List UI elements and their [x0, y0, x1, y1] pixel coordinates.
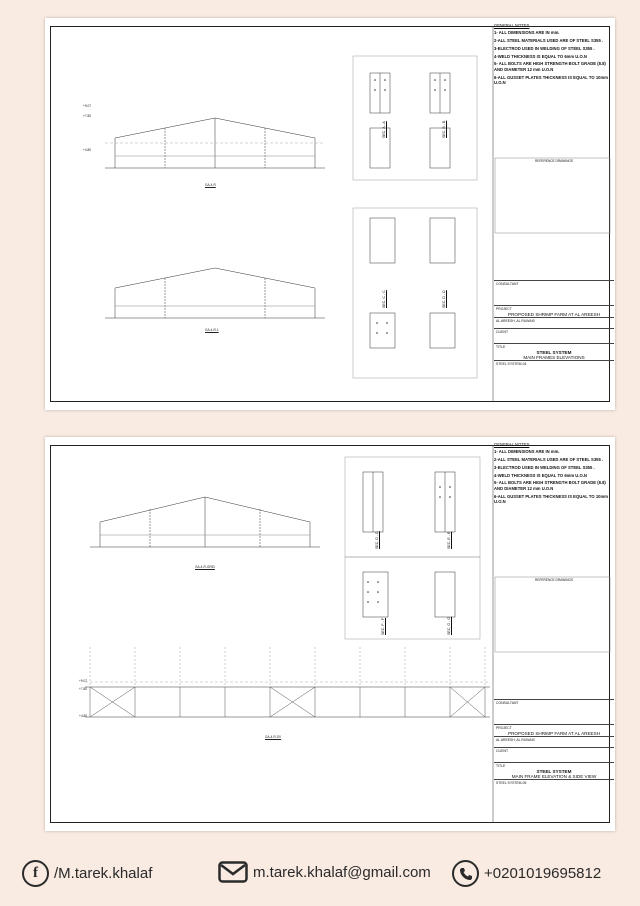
- title-block: [494, 280, 614, 367]
- consultant-label: CONSULTANT: [494, 280, 614, 287]
- note-item: 3-ELECTROD USED IN WELDING OF STEEL S355 .: [494, 45, 595, 51]
- note-item: 5- ALL BOLTS ARE HIGH STRENGTH BOLT GRADE (8.8) AND DIAMETER 12 mm U.O.N: [494, 61, 606, 72]
- drawing-number: STEEL SYSTEM-05: [494, 779, 614, 786]
- section-title: SEC. A - A: [382, 121, 386, 138]
- client-label: CLIENT: [494, 328, 614, 335]
- section-title: SEC. D - D: [442, 290, 446, 308]
- frame-caption: GA-4-R-SV: [265, 735, 282, 739]
- facebook-handle: /M.tarek.khalaf: [54, 865, 153, 882]
- project-label: PROJECT: [494, 305, 614, 312]
- consultant-label: CONSULTANT: [494, 699, 614, 706]
- system-name: STEEL SYSTEM: [536, 769, 572, 774]
- system-name: STEEL SYSTEM: [536, 350, 572, 355]
- elevation-label: +9.07: [79, 679, 88, 683]
- title-label: TITLE: [494, 343, 614, 350]
- note-item: 1- ALL DIMENSIONS ARE IN mm.: [494, 449, 560, 455]
- reference-drawings-label: REFERENCE DRAWINGS: [535, 159, 573, 163]
- drawing-number: STEEL SYSTEM-04: [494, 360, 614, 367]
- drawing-sheet-2: [45, 437, 615, 831]
- frame-caption: GA-4-R-GRID: [195, 565, 215, 569]
- frame-caption: GA-4-R-1: [205, 328, 219, 332]
- drawing-sheet-1: [45, 18, 615, 410]
- facebook-icon: f: [22, 860, 49, 887]
- section-title: SEC. C - C: [382, 290, 386, 308]
- notes-header: GENERAL NOTES: [494, 442, 530, 447]
- note-item: 6-ALL GUSSET PLATES THICKNESS IS EQUAL TO 10mm U.O.N: [494, 74, 608, 85]
- note-item: 2-ALL STEEL MATERIALS USED ARE OF STEEL S355 .: [494, 38, 604, 44]
- elevation-label: +4.80: [79, 714, 88, 718]
- title-label: TITLE: [494, 762, 614, 769]
- drawing-title: MAIN FRAMES ELEVATIONS: [523, 355, 585, 360]
- email-address: m.tarek.khalaf@gmail.com: [253, 863, 431, 881]
- project-name: PROPOSED SHRIMP FARM AT AL AREESH: [508, 312, 600, 317]
- note-item: 4-WELD THICKNESS IS EQUAL TO 6mm U.O.N: [494, 53, 587, 59]
- section-title: SEC. B - B: [442, 120, 446, 138]
- facebook-link[interactable]: [22, 860, 152, 887]
- note-item: 3-ELECTROD USED IN WELDING OF STEEL S355 .: [494, 464, 595, 470]
- general-notes: [494, 23, 614, 88]
- notes-header: GENERAL NOTES: [494, 23, 530, 28]
- section-title: SEC. D - D: [375, 531, 379, 549]
- note-item: 5- ALL BOLTS ARE HIGH STRENGTH BOLT GRADE (8.8) AND DIAMETER 12 mm U.O.N: [494, 480, 606, 491]
- reference-drawings-label: REFERENCE DRAWINGS: [535, 578, 573, 582]
- section-title: SEC. G - G: [447, 616, 451, 635]
- note-item: 6-ALL GUSSET PLATES THICKNESS IS EQUAL TO 10mm U.O.N: [494, 493, 608, 504]
- elevation-label: +7.80: [79, 687, 88, 691]
- client-label: CLIENT: [494, 747, 614, 754]
- reference-drawings: [494, 159, 614, 163]
- note-item: 1- ALL DIMENSIONS ARE IN mm.: [494, 30, 560, 36]
- reference-drawings: [494, 578, 614, 582]
- drawing-title: MAIN FRAME ELEVATION & SIDE VIEW: [511, 774, 597, 779]
- phone-link[interactable]: [452, 860, 601, 887]
- phone-icon: [452, 860, 479, 887]
- frame-caption: GA-4-R: [205, 183, 216, 187]
- section-title: SEC. E - E: [447, 531, 451, 549]
- title-block: [494, 699, 614, 786]
- project-label: PROJECT: [494, 724, 614, 731]
- location: AL AREESH, AL RUWAIS: [494, 317, 614, 324]
- note-item: 4-WELD THICKNESS IS EQUAL TO 6mm U.O.N: [494, 472, 587, 478]
- email-link[interactable]: [218, 860, 431, 884]
- general-notes: [494, 442, 614, 507]
- note-item: 2-ALL STEEL MATERIALS USED ARE OF STEEL S355 .: [494, 457, 604, 463]
- envelope-icon: [218, 860, 248, 884]
- contact-footer: [0, 860, 640, 900]
- elevation-label: +9.07: [83, 104, 92, 108]
- phone-number: +0201019695812: [484, 865, 602, 882]
- elevation-label: +4.80: [83, 148, 92, 152]
- elevation-label: +7.80: [83, 114, 92, 118]
- section-title: SEC. F - F: [381, 618, 385, 635]
- project-name: PROPOSED SHRIMP FARM AT AL AREESH: [508, 731, 600, 736]
- location: AL AREESH, AL RUWAIS: [494, 736, 614, 743]
